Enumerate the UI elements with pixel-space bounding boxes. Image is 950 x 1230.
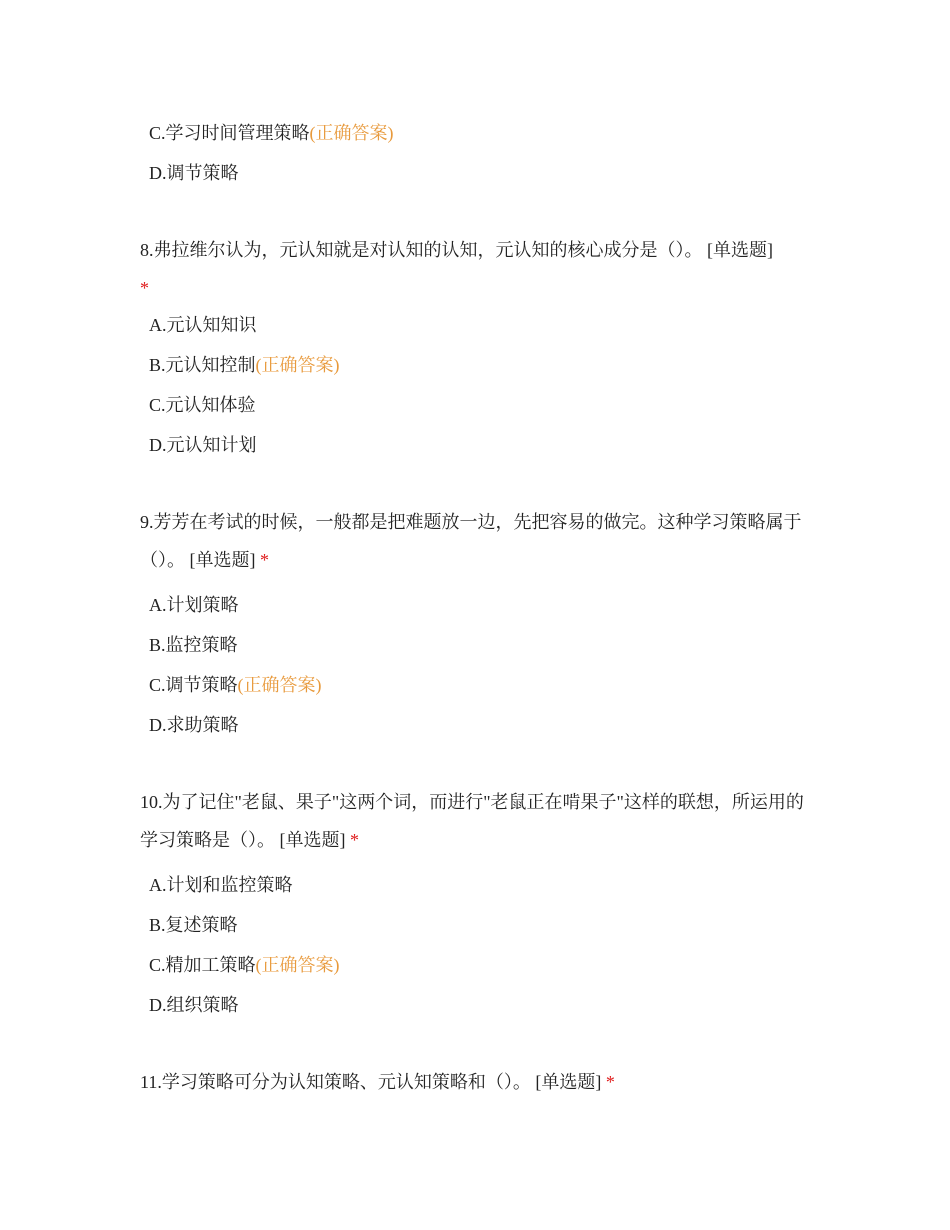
option-text: 调节策略: [166, 163, 239, 183]
option-text: 元认知知识: [166, 315, 257, 335]
option-letter: A.: [149, 875, 167, 895]
required-mark: *: [260, 550, 269, 570]
option-letter: B.: [149, 355, 166, 375]
correct-answer-tag: (正确答案): [237, 675, 322, 695]
option-letter: C.: [149, 955, 166, 975]
option-text: 元认知计划: [166, 435, 257, 455]
question-type: [单选题]: [707, 240, 773, 260]
required-mark: *: [605, 1072, 615, 1092]
q9-option-b: [149, 633, 238, 657]
option-letter: D.: [149, 435, 167, 455]
q11-question: [140, 1063, 820, 1101]
option-text: 监控策略: [165, 635, 238, 655]
option-text: 精加工策略: [165, 955, 256, 975]
question-type: [单选题]: [535, 1072, 602, 1092]
correct-answer-tag: (正确答案): [255, 955, 340, 975]
option-letter: D.: [149, 163, 167, 183]
option-text: 调节策略: [165, 675, 238, 695]
option-text: 计划策略: [166, 595, 239, 615]
q10-option-a: [149, 873, 293, 897]
option-text: 组织策略: [166, 995, 239, 1015]
option-letter: B.: [149, 915, 166, 935]
option-letter: B.: [149, 635, 166, 655]
q9-option-a: [149, 593, 239, 617]
option-text: 元认知控制: [165, 355, 256, 375]
q10-option-d: [149, 993, 239, 1017]
q10-option-b: [149, 913, 238, 937]
question-type: [单选题]: [279, 830, 346, 850]
option-letter: D.: [149, 995, 167, 1015]
option-letter: A.: [149, 315, 167, 335]
q8-option-a: [149, 313, 257, 337]
required-mark: *: [140, 278, 149, 298]
option-text: 计划和监控策略: [166, 875, 293, 895]
option-letter: D.: [149, 715, 167, 735]
option-letter: A.: [149, 595, 167, 615]
question-text: 9.芳芳在考试的时候，一般都是把难题放一边，先把容易的做完。这种学习策略属于（）。: [140, 512, 802, 570]
q7-option-c: [149, 121, 394, 145]
question-text: 10.为了记住"老鼠、果子"这两个词，而进行"老鼠正在啃果子"这样的联想，所运用的学习策略是（）。: [140, 792, 804, 850]
question-type: [单选题]: [189, 550, 256, 570]
q8-option-b: [149, 353, 340, 377]
option-letter: C.: [149, 123, 166, 143]
q8-option-c: [149, 393, 256, 417]
option-letter: C.: [149, 395, 166, 415]
q10-question: [140, 783, 820, 859]
q10-option-c: [149, 953, 340, 977]
option-letter: C.: [149, 675, 166, 695]
option-text: 复述策略: [165, 915, 238, 935]
question-text: 8.弗拉维尔认为，元认知就是对认知的认知，元认知的核心成分是（）。: [140, 240, 703, 260]
q8-question: [140, 231, 820, 307]
q9-question: [140, 503, 820, 579]
correct-answer-tag: (正确答案): [309, 123, 394, 143]
q8-option-d: [149, 433, 257, 457]
option-text: 元认知体验: [165, 395, 256, 415]
option-text: 求助策略: [166, 715, 239, 735]
option-text: 学习时间管理策略: [165, 123, 310, 143]
required-mark: *: [350, 830, 359, 850]
correct-answer-tag: (正确答案): [255, 355, 340, 375]
q7-option-d: [149, 161, 239, 185]
q9-option-d: [149, 713, 239, 737]
q9-option-c: [149, 673, 322, 697]
question-text: 11.学习策略可分为认知策略、元认知策略和（）。: [140, 1072, 531, 1092]
